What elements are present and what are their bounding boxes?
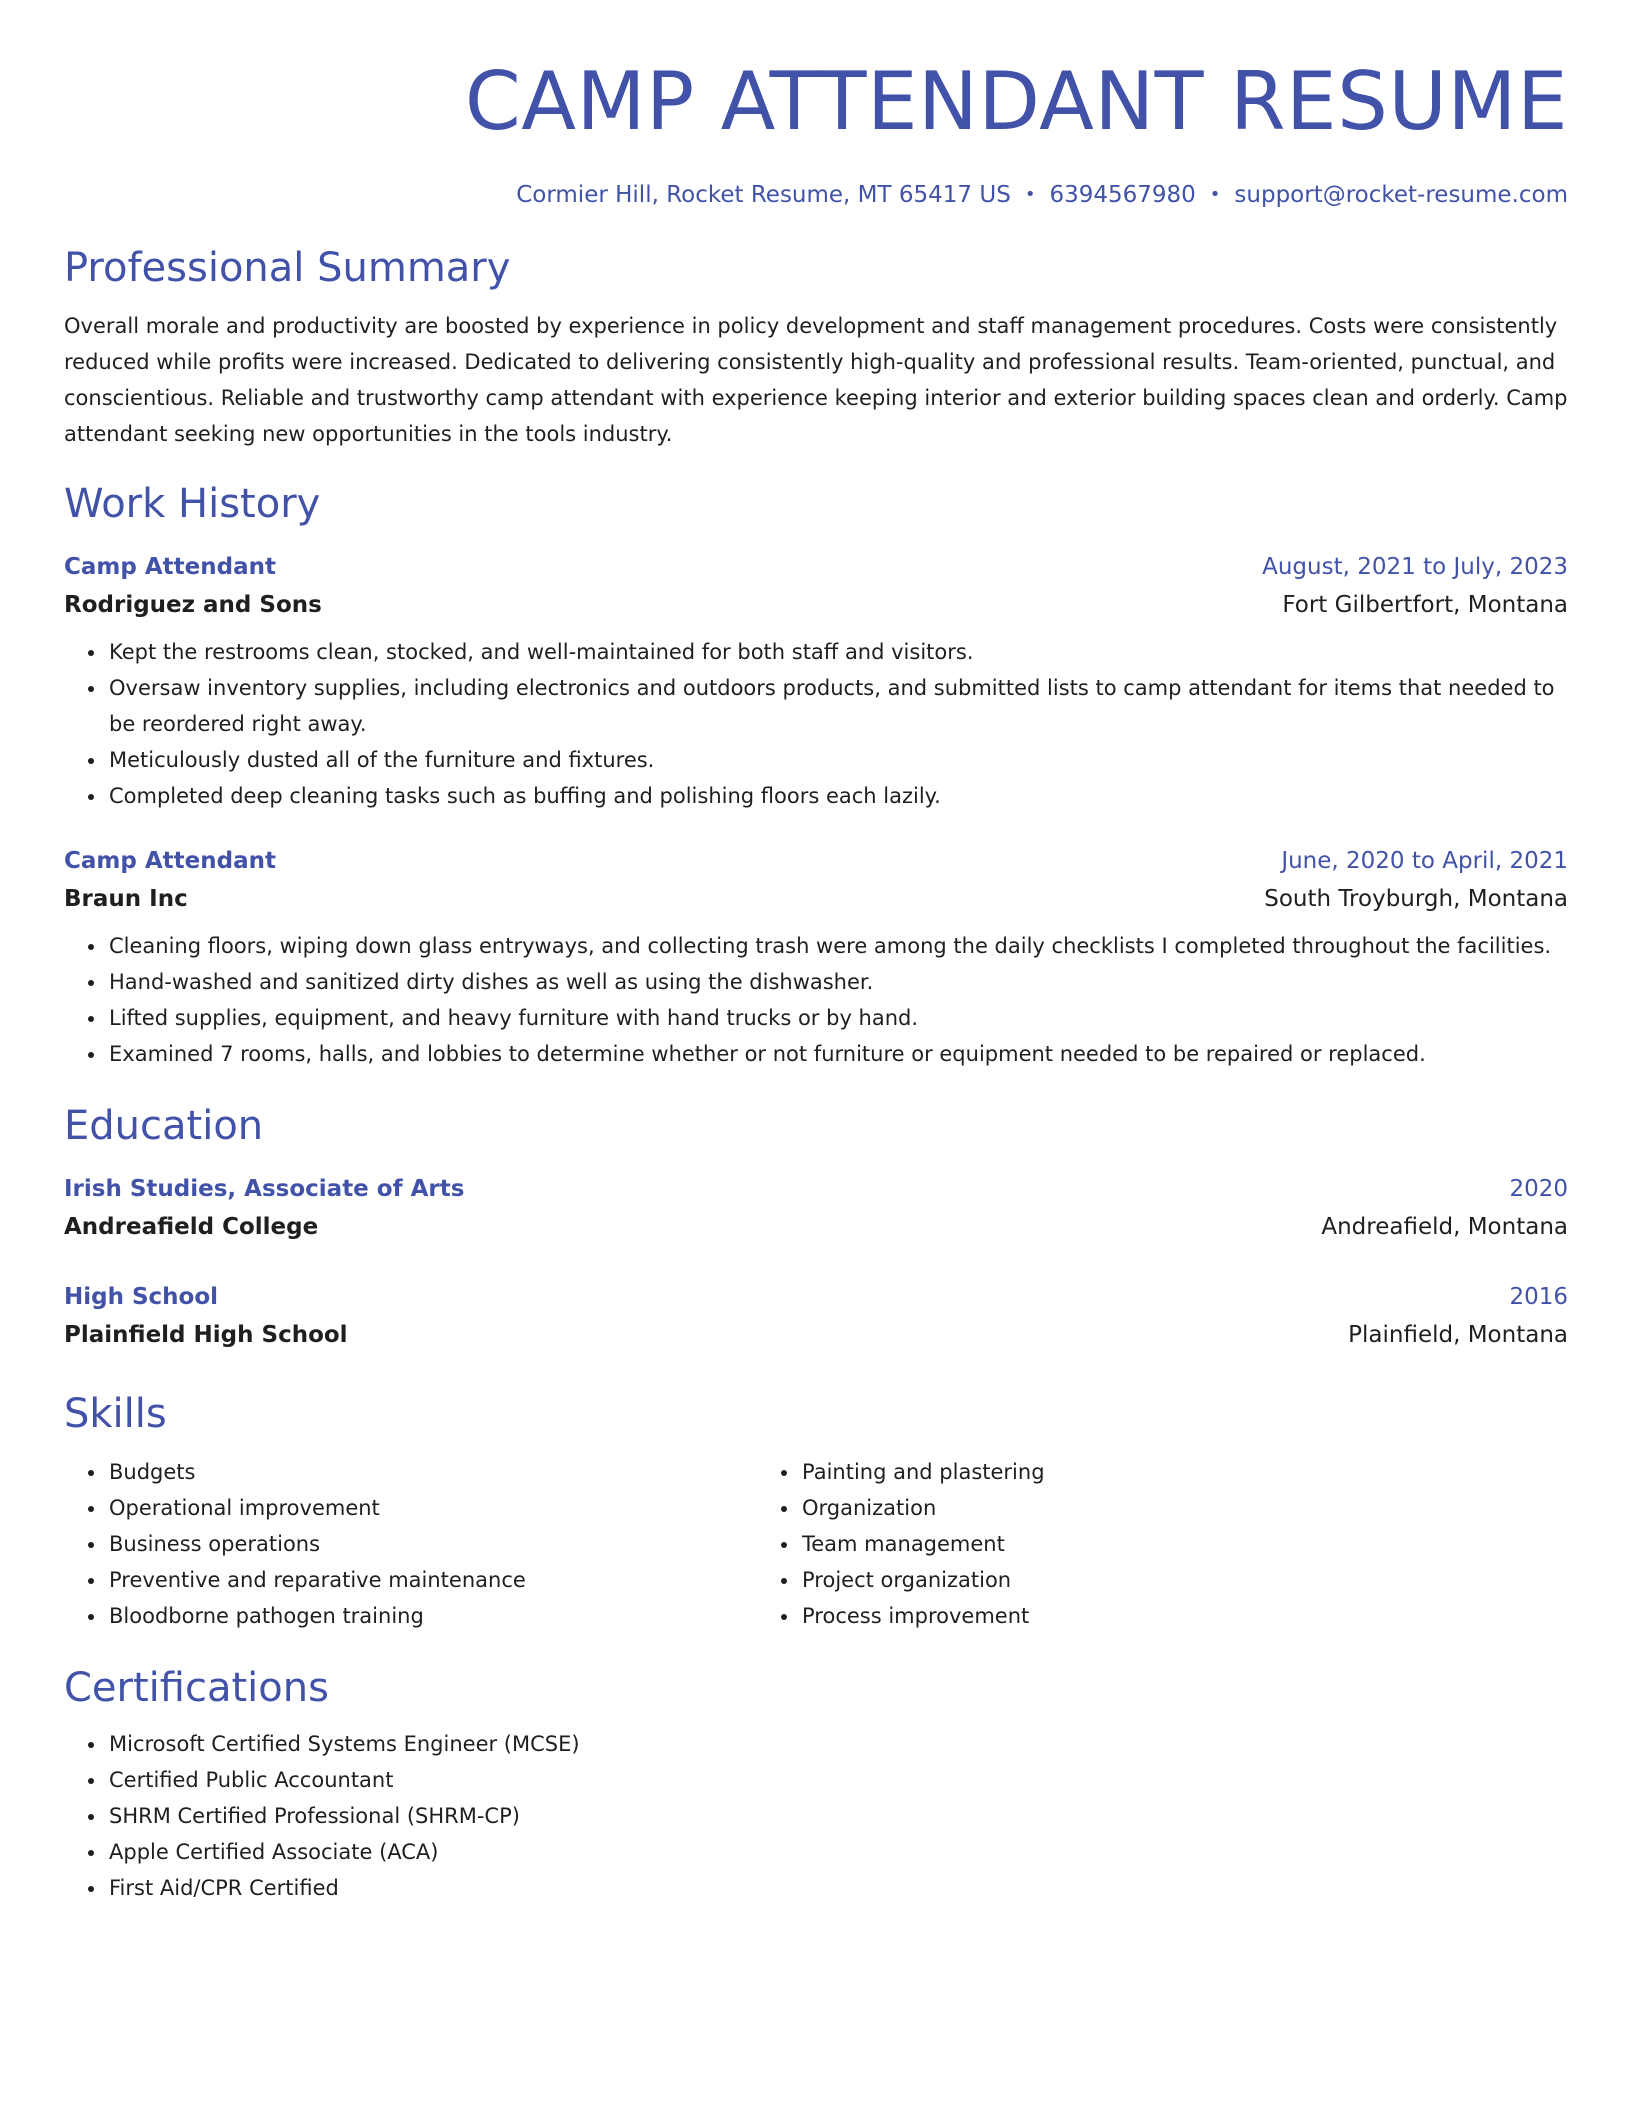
job-duty: • Cleaning floors, wiping down glass entryways, and collecting trash were among the daily checklists I completed throughout the facilities. bbox=[107, 928, 1568, 964]
skill-item: • Organization bbox=[800, 1490, 1450, 1526]
contact-phone[interactable]: 6394567980 bbox=[1049, 182, 1196, 208]
skill-item: • Team management bbox=[800, 1526, 1450, 1562]
job-entry bbox=[64, 844, 1568, 1072]
skill-item: • Business operations bbox=[107, 1526, 757, 1562]
skills-section bbox=[64, 1388, 1568, 1634]
education-year: 2016 bbox=[1509, 1284, 1568, 1310]
job-duty: • Oversaw inventory supplies, including electronics and outdoors products, and submitted lists to camp attendant for items that needed to be reordered right away. bbox=[107, 670, 1568, 742]
job-dates: June, 2020 to April, 2021 bbox=[1281, 848, 1568, 874]
summary-section bbox=[64, 242, 1568, 452]
job-duties-list bbox=[64, 928, 1568, 1072]
job-company: Rodriguez and Sons bbox=[64, 592, 322, 618]
job-duty: • Kept the restrooms clean, stocked, and well-maintained for both staff and visitors. bbox=[107, 634, 1568, 670]
certifications-section bbox=[64, 1662, 1568, 1906]
education-degree: High School bbox=[64, 1284, 219, 1310]
education-heading: Education bbox=[64, 1103, 264, 1149]
contact-address: Cormier Hill, Rocket Resume, MT 65417 US bbox=[516, 182, 1011, 208]
education-year: 2020 bbox=[1509, 1176, 1568, 1202]
job-title: Camp Attendant bbox=[64, 848, 276, 874]
skills-columns bbox=[64, 1454, 1568, 1634]
certifications-list bbox=[64, 1726, 1568, 1906]
contact-separator: • bbox=[1209, 184, 1221, 205]
job-duty: • Examined 7 rooms, halls, and lobbies to determine whether or not furniture or equipment needed to be repaired or replaced. bbox=[107, 1036, 1568, 1072]
job-duty: • Completed deep cleaning tasks such as buffing and polishing floors each lazily. bbox=[107, 778, 1568, 814]
job-duty: • Meticulously dusted all of the furniture and fixtures. bbox=[107, 742, 1568, 778]
skill-item: • Project organization bbox=[800, 1562, 1450, 1598]
skill-item: • Preventive and reparative maintenance bbox=[107, 1562, 757, 1598]
summary-text: Overall morale and productivity are boosted by experience in policy development and staff management procedures. Costs were consistently reduced while profits were increased. Dedicated to delivering consistently high-quality and professional results. Team-oriented, punctual, and conscientious. Reliable and trustworthy camp attendant with experience keeping interior and exterior building spaces clean and orderly. Camp attendant seeking new opportunities in the tools industry. bbox=[64, 314, 1568, 446]
education-location: Plainfield, Montana bbox=[1348, 1322, 1568, 1348]
education-degree: Irish Studies, Associate of Arts bbox=[64, 1176, 465, 1202]
education-entry bbox=[64, 1280, 1568, 1352]
certification-item: • Apple Certified Associate (ACA) bbox=[107, 1834, 1568, 1870]
education-location: Andreafield, Montana bbox=[1321, 1214, 1568, 1240]
resume-header bbox=[64, 54, 1568, 212]
job-duty: • Lifted supplies, equipment, and heavy furniture with hand trucks or by hand. bbox=[107, 1000, 1568, 1036]
education-section bbox=[64, 1100, 1568, 1352]
skills-heading: Skills bbox=[64, 1391, 167, 1437]
certification-item: • Certified Public Accountant bbox=[107, 1762, 1568, 1798]
job-duties-list bbox=[64, 634, 1568, 814]
skill-item: • Bloodborne pathogen training bbox=[107, 1598, 757, 1634]
job-location: Fort Gilbertfort, Montana bbox=[1282, 592, 1568, 618]
resume-title: CAMP ATTENDANT RESUME bbox=[464, 55, 1568, 148]
certifications-heading: Certifications bbox=[64, 1665, 329, 1711]
job-company: Braun Inc bbox=[64, 886, 188, 912]
skills-list-right bbox=[757, 1454, 1450, 1634]
contact-line bbox=[64, 178, 1568, 212]
skill-item: • Operational improvement bbox=[107, 1490, 757, 1526]
education-school: Andreafield College bbox=[64, 1214, 319, 1240]
certification-item: • SHRM Certified Professional (SHRM-CP) bbox=[107, 1798, 1568, 1834]
job-title: Camp Attendant bbox=[64, 554, 276, 580]
skill-item: • Budgets bbox=[107, 1454, 757, 1490]
work-history-section bbox=[64, 478, 1568, 1072]
contact-separator: • bbox=[1024, 184, 1036, 205]
skills-list-left bbox=[64, 1454, 757, 1634]
work-history-heading: Work History bbox=[64, 481, 321, 527]
education-school: Plainfield High School bbox=[64, 1322, 348, 1348]
summary-heading: Professional Summary bbox=[64, 245, 511, 291]
job-entry bbox=[64, 550, 1568, 814]
job-dates: August, 2021 to July, 2023 bbox=[1262, 554, 1568, 580]
education-entry bbox=[64, 1172, 1568, 1244]
job-location: South Troyburgh, Montana bbox=[1264, 886, 1568, 912]
contact-email[interactable]: support@rocket-resume.com bbox=[1234, 182, 1568, 208]
skill-item: • Painting and plastering bbox=[800, 1454, 1450, 1490]
certification-item: • Microsoft Certified Systems Engineer (MCSE) bbox=[107, 1726, 1568, 1762]
certification-item: • First Aid/CPR Certified bbox=[107, 1870, 1568, 1906]
skill-item: • Process improvement bbox=[800, 1598, 1450, 1634]
job-duty: • Hand-washed and sanitized dirty dishes as well as using the dishwasher. bbox=[107, 964, 1568, 1000]
